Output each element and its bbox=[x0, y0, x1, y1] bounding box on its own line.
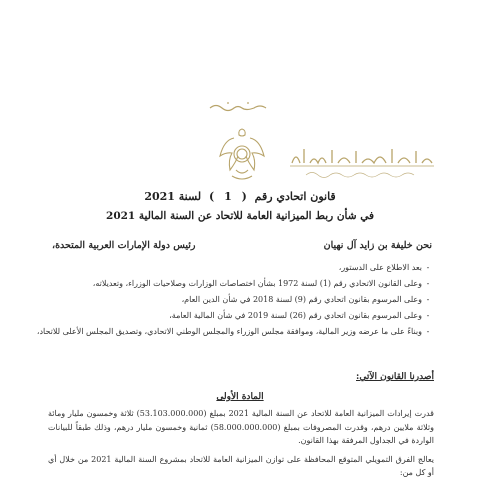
article-paragraph: يعالج الفرق التمويلي المتوقع المحافظة على توازن الميزانية العامة للاتحاد بمشروع السنة المالية 2021 من خلال أي أو كل من: bbox=[48, 454, 434, 477]
preamble-item bbox=[30, 326, 434, 338]
basmala bbox=[208, 98, 268, 112]
law-number: 1 bbox=[224, 190, 232, 203]
preamble-text: وبناءً على ما عرضه وزير المالية، وموافقة مجلس الوزراء والمجلس الوطني الاتحادي، وتصديق المجلس الأعلى للاتحاد، bbox=[36, 327, 422, 336]
law-title bbox=[0, 190, 480, 203]
uae-falcon-emblem-icon bbox=[218, 126, 266, 184]
article-body bbox=[48, 407, 434, 485]
bullet-marker: - bbox=[426, 327, 430, 336]
bullet-marker: - bbox=[426, 311, 430, 320]
preamble-text: وعلى القانون الاتحادي رقم (1) لسنة 1972 بشأن اختصاصات الوزارات وصلاحيات الوزراء، وتعديلاته، bbox=[92, 279, 422, 288]
paren-open: ( bbox=[241, 190, 247, 203]
preamble-item bbox=[30, 294, 434, 306]
article-paragraph: قدرت إيرادات الميزانية العامة للاتحاد عن السنة المالية 2021 بمبلغ (53.103.000.000) ثلاثة وخمسون مليار ومائة وثلاثة ملايين درهم، وقدرت المصروفات بمبلغ (58.000.000.000) ثمانية وخمسون مليار درهم، وذلك طبقاً للبيانات الواردة في الجداول المرفقة بهذا القانون. bbox=[48, 409, 434, 445]
preamble-list bbox=[30, 262, 434, 342]
signatory-name: نحن خليفة بن زايد آل نهيان bbox=[323, 240, 432, 251]
calligraphy-letterhead bbox=[286, 141, 436, 181]
preamble-item bbox=[30, 262, 434, 274]
preamble-item bbox=[30, 310, 434, 322]
bullet-marker: - bbox=[426, 263, 430, 272]
signatory-position: رئيس دولة الإمارات العربية المتحدة، bbox=[52, 240, 196, 251]
law-title-prefix: قانون اتحادي رقم bbox=[254, 190, 336, 203]
law-title-suffix: لسنة 2021 bbox=[144, 190, 202, 203]
preamble-text: بعد الاطلاع على الدستور، bbox=[338, 263, 422, 272]
law-subtitle: في شأن ربط الميزانية العامة للاتحاد عن السنة المالية 2021 bbox=[106, 210, 374, 222]
preamble-text: وعلى المرسوم بقانون اتحادي رقم (26) لسنة 2019 في شأن المالية العامة، bbox=[169, 311, 422, 320]
preamble-item bbox=[30, 278, 434, 290]
article-heading: المادة الأولى bbox=[216, 392, 264, 402]
bullet-marker: - bbox=[426, 295, 430, 304]
preamble-text: وعلى المرسوم بقانون اتحادي رقم (9) لسنة 2018 في شأن الدين العام، bbox=[181, 295, 422, 304]
bullet-marker: - bbox=[426, 279, 430, 288]
issued-label: أصدرنا القانون الآتي: bbox=[356, 372, 434, 382]
signatory-row bbox=[52, 240, 432, 254]
paren-close: ) bbox=[209, 190, 215, 203]
